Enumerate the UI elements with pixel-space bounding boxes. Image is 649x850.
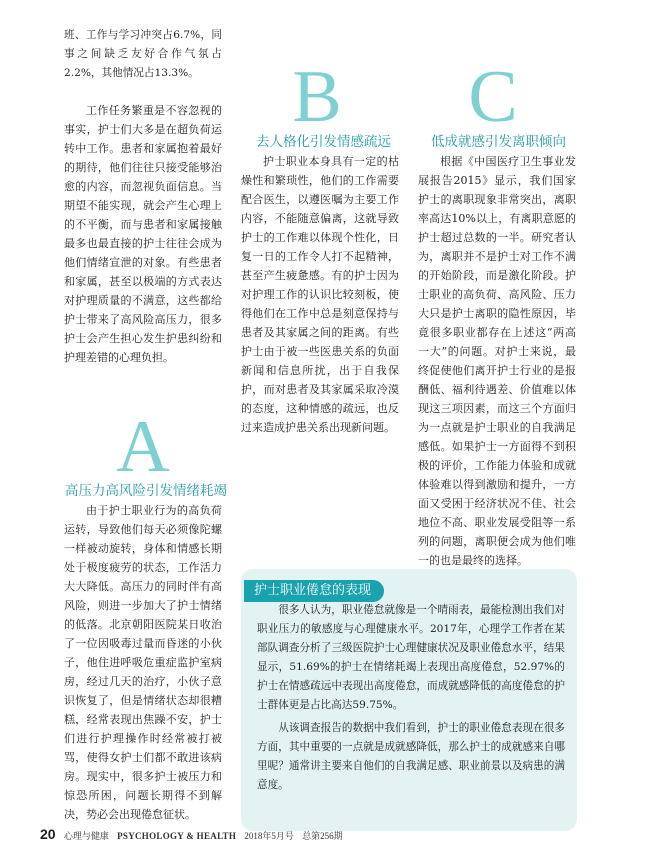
column-1-top <box>64 26 222 367</box>
section-letter-a: A <box>116 406 170 488</box>
section-letter-c: C <box>468 56 518 138</box>
column-2 <box>241 152 399 437</box>
column-1-bottom <box>64 501 222 824</box>
paragraph: 从该调查报告的数据中我们看到，护士的职业倦怠表现在很多方面，其中重要的一点就是成就感降低，那么护士的成就感来自哪里呢？通常讲主要来自他们的自我满足感、职业前景以及病患的满意度。 <box>257 722 565 791</box>
magazine-english-name: PSYCHOLOGY & HEALTH <box>117 831 237 841</box>
section-letter-b: B <box>292 56 342 138</box>
issue-date: 2018年5月号 <box>244 831 294 841</box>
section-title-a: 高压力高风险引发情绪耗竭 <box>65 483 227 499</box>
magazine-name: 心理与健康 <box>63 831 109 841</box>
section-title-c: 低成就感引发离职倾向 <box>431 134 566 150</box>
page-number: 20 <box>40 826 56 842</box>
issue-total: 总第256期 <box>302 831 343 841</box>
column-3 <box>418 152 576 570</box>
section-title-b: 去人格化引发情感疏远 <box>256 134 391 150</box>
sidebar-box-title: 护士职业倦怠的表现 <box>244 580 384 602</box>
sidebar-box-body <box>257 601 565 795</box>
paragraph: 根据《中国医疗卫生事业发展报告2015》显示，我们国家护士的离职现象非常突出，离职率高达10%以上，有离职意愿的护士超过总数的一半。研究者认为，离职并不是护士对工作不满的开始阶段，而是激化阶段。护士职业的高负荷、高风险、压力大只是护士离职的隐性原因，毕竟很多职业都存在上述这“两高一大”的问题。对护士来说，最终促使他们离开护士行业的是报酬低、福利待遇差、价值难以体现这三项因素，而这三个方面归为一点就是护士职业的自我满足感低。如果护士一方面得不到积极的评价，工作能力体验和成就体验难以得到激励和提升，一方面又受困于经济状况不佳、社会地位不高、职业发展受阻等一系列的问题，离职便会成为他们唯一的也是最终的选择。 <box>418 155 576 567</box>
page-footer <box>40 826 349 842</box>
paragraph: 工作任务繁重是不容忽视的事实，护士们大多是在超负荷运转中工作。患者和家属抱着最好的期待，他们往往只接受能够治愈的内容，而忽视负面信息。当期望不能实现，就会产生心理上的不平衡，而与患者和家属接触最多也最直接的护士往往会成为他们情绪宣泄的对象。有些患者和家属，甚至以极端的方式表达对护理质量的不满意，这些都给护士带来了高风险高压力，很多护士会产生担心发生护患纠纷和护理差错的心理负担。 <box>64 104 222 364</box>
paragraph: 护士职业本身具有一定的枯燥性和繁琐性，他们的工作需要配合医生，以遵医嘱为主要工作内容，不能随意偏离，这就导致护士的工作难以体现个性化，日复一日的工作令人打不起精神，甚至产生疲惫感。有的护士因为对护理工作的认识比较刻板，使得他们在工作中总是刻意保持与患者及其家属之间的距离。有些护士由于被一些医患关系的负面新闻和信息所扰，出于自我保护，而对患者及其家属采取冷漠的态度，这种情感的疏远，也反过来造成护患关系出现新问题。 <box>241 155 399 434</box>
paragraph: 很多人认为，职业倦怠就像是一个晴雨表，最能检测出我们对职业压力的敏感度与心理健康水平。2017年，心理学工作者在某部队调查分析了三级医院护士心理健康状况及职业倦怠水平，结果显示，51.69%的护士在情绪耗竭上表现出高度倦怠，52.97%的护士在情感疏远中表现出高度倦怠，而成就感降低的高度倦怠的护士群体更是占比高达59.75%。 <box>257 604 565 711</box>
paragraph: 班、工作与学习冲突占6.7%，同事之间缺乏友好合作气氛占2.2%，其他情况占13.3%。 <box>64 29 222 79</box>
paragraph: 由于护士职业行为的高负荷运转，导致他们每天必须像陀螺一样被动旋转，身体和情感长期处于极度疲劳的状态，工作活力大大降低。高压力的同时伴有高风险，则进一步加大了护士情绪的低落。北京朝阳医院某日收治了一位因吸毒过量而昏迷的小伙子，他住进呼吸危重症监护室病房，经过几天的治疗，小伙子意识恢复了，但是情绪状态却很糟糕，经常表现出焦躁不安，护士们进行护理操作时经常被打被骂，使得女护士们都不敢进该病房。现实中，很多护士被压力和惊恐所困，问题长期得不到解决，势必会出现倦怠征状。 <box>64 504 222 821</box>
